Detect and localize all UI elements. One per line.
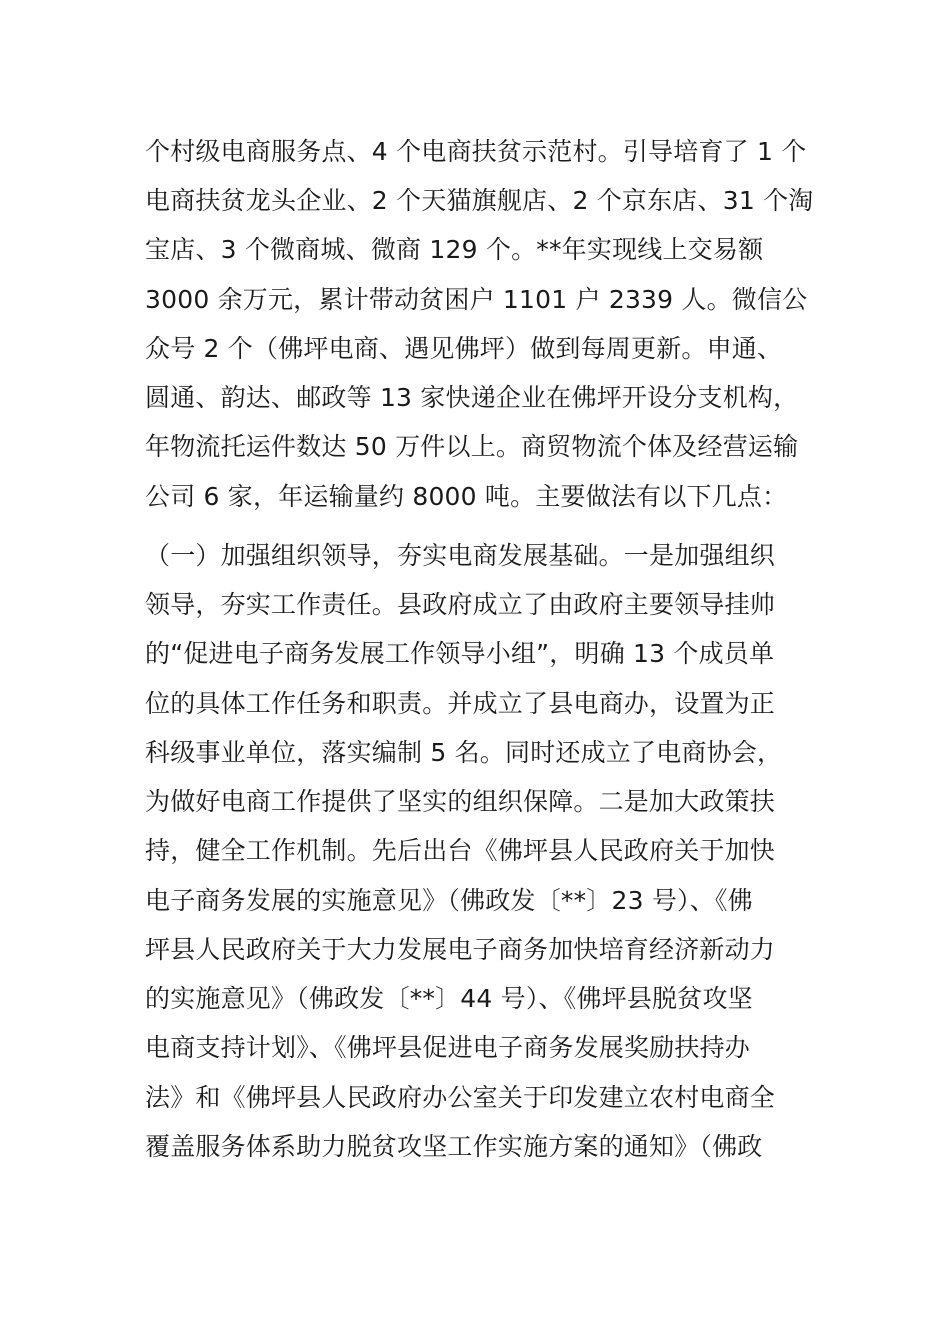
text-line: 的“促进电子商务发展工作领导小组”，明确 13 个成员单 [145, 639, 775, 668]
text-line: 持，健全工作机制。先后出台《佛坪县人民政府关于加快 [145, 836, 776, 865]
text-line: 覆盖服务体系助力脱贫攻坚工作实施方案的通知》（佛政 [145, 1132, 763, 1161]
text-line: 坪县人民政府关于大力发展电子商务加快培育经济新动力 [145, 935, 776, 964]
text-line: 为做好电商工作提供了坚实的组织保障。二是加大政策扶 [145, 787, 776, 816]
text-line: 位的具体工作任务和职责。并成立了县电商办，设置为正 [145, 689, 776, 718]
text-line: 圆通、韵达、邮政等 13 家快递企业在佛坪开设分支机构， [145, 383, 799, 412]
text-line: 电子商务发展的实施意见》（佛政发〔**〕23 号）、《佛 [145, 886, 753, 915]
text-line: （一）加强组织领导，夯实电商发展基础。一是加强组织 [145, 541, 776, 570]
text-line: 领导，夯实工作责任。县政府成立了由政府主要领导挂帅 [145, 590, 776, 619]
text-line: 个村级电商服务点、4 个电商扶贫示范村。引导培育了 1 个 [145, 137, 807, 166]
text-line: 公司 6 家，年运输量约 8000 吨。主要做法有以下几点： [145, 482, 788, 511]
text-line: 年物流托运件数达 50 万件以上。商贸物流个体及经营运输 [145, 432, 799, 461]
text-line: 的实施意见》（佛政发〔**〕44 号）、《佛坪县脱贫攻坚 [145, 984, 753, 1013]
text-line: 众号 2 个（佛坪电商、遇见佛坪）做到每周更新。申通、 [145, 334, 783, 363]
text-line: 3000 余万元，累计带动贫困户 1101 户 2339 人。微信公 [145, 285, 808, 314]
text-line: 电商支持计划》、《佛坪县促进电子商务发展奖励扶持办 [145, 1033, 751, 1062]
text-line: 法》和《佛坪县人民政府办公室关于印发建立农村电商全 [145, 1083, 776, 1112]
text-line: 科级事业单位，落实编制 5 名。同时还成立了电商协会， [145, 738, 783, 767]
text-line: 电商扶贫龙头企业、2 个天猫旗舰店、2 个京东店、31 个淘 [145, 186, 814, 215]
text-line: 宝店、3 个微商城、微商 129 个。**年实现线上交易额 [145, 235, 764, 264]
